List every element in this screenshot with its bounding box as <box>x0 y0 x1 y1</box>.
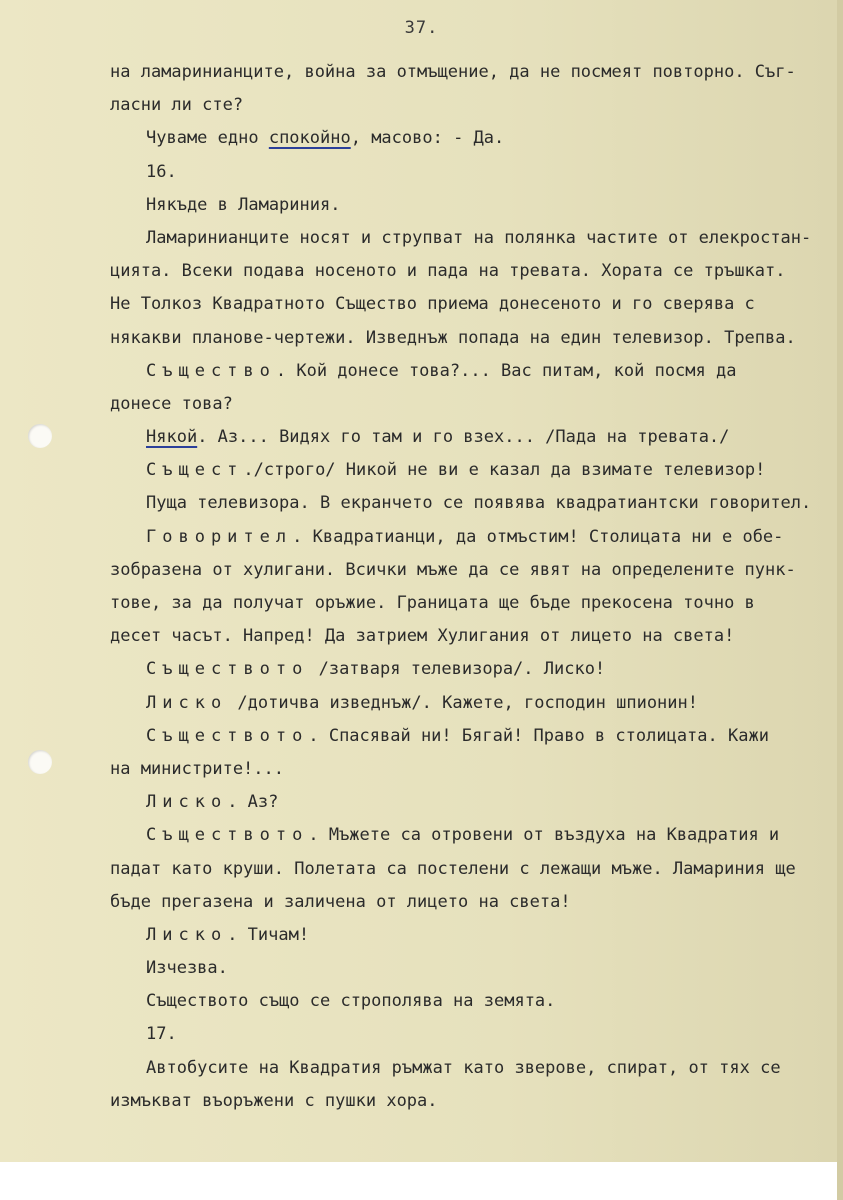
speaker-name: Съществото <box>146 825 309 846</box>
text-line: Някъде в Ламариния. <box>146 194 341 215</box>
text-line: измъкват въоръжени с пушки хора. <box>110 1090 438 1111</box>
text-segment: Чуваме едно <box>146 128 269 149</box>
text-line <box>110 919 830 952</box>
scene-number: 16. <box>146 161 177 182</box>
typed-text <box>110 56 830 1118</box>
text-segment: ./строго/ Никой не ви е казал да взимате телевизор! <box>243 460 766 481</box>
text-line: Изчезва. <box>146 958 228 979</box>
text-line <box>110 819 830 852</box>
text-line: тове, за да получат оръжие. Границата ще бъде прекосена точно в <box>110 593 755 613</box>
text-line: бъде прегазена и заличена от лицето на света! <box>110 891 571 912</box>
scene-number: 17. <box>146 1024 177 1045</box>
speaker-name: Лиско <box>146 792 228 813</box>
text-segment: . Кой донесе това?... Вас питам, кой посмя да <box>275 360 737 381</box>
text-line <box>110 454 830 487</box>
speaker-name: Съществото <box>146 725 309 746</box>
text-segment: /дотичва изведнъж/. Кажете, господин шпионин! <box>227 692 698 713</box>
text-segment: . Квадратианци, да отмъстим! Столицата ни е обе- <box>292 526 784 547</box>
text-line: Не Толкоз Квадратното Същество приема донесеното и го сверява с <box>110 294 755 315</box>
text-line <box>110 355 830 388</box>
text-line: падат като круши. Полетата са постелени с лежащи мъже. Ламариния ще <box>110 858 796 879</box>
text-segment: . Аз... Видях го там и го взех... /Пада на тревата./ <box>197 427 730 448</box>
page-bottom-margin <box>0 1162 837 1200</box>
page-number: 37. <box>404 18 439 38</box>
punch-hole-lower <box>28 750 52 774</box>
text-line: Съществото също се строполява на земята. <box>146 991 556 1012</box>
text-line <box>110 687 830 720</box>
text-line: зобразена от хулигани. Всички мъже да се явят на определените пунк- <box>110 559 796 580</box>
speaker-name: Някой <box>146 427 198 448</box>
text-line: Ламаринианците носят и струпват на полянка частите от елекростан- <box>146 227 812 248</box>
text-segment: /затваря телевизора/. Лиско! <box>308 659 606 680</box>
text-line <box>110 421 830 454</box>
speaker-name: Съществото <box>146 659 309 680</box>
underlined-word: спокойно <box>268 128 351 149</box>
text-segment: . Мъжете са отровени от въздуха на Квадратия и <box>308 825 780 846</box>
text-line: Пуща телевизора. В екранчето се появява квадратиантски говорител. <box>146 493 812 514</box>
text-line <box>110 122 830 155</box>
text-line: Автобусите на Квадратия ръмжат като зверове, спират, от тях се <box>146 1057 781 1078</box>
text-line <box>110 653 830 686</box>
text-line: някакви планове-чертежи. Изведнъж попада на един телевизор. Трепва. <box>110 327 796 348</box>
speaker-name: Същество <box>146 360 276 381</box>
text-segment: . Тичам! <box>227 924 310 945</box>
text-line: десет часът. Напред! Да затрием Хулигания от лицето на света! <box>110 626 735 647</box>
speaker-name: Лиско <box>146 924 228 945</box>
punch-hole-upper <box>28 424 52 448</box>
speaker-name: Говорител <box>146 526 293 547</box>
text-segment: . Аз? <box>227 792 279 813</box>
text-line: донесе това? <box>110 393 233 414</box>
text-line <box>110 720 830 753</box>
text-line <box>110 786 830 819</box>
text-line: цията. Всеки подава носеното и пада на тревата. Хората се тръшкат. <box>110 261 786 282</box>
text-segment: , масово: - Да. <box>350 128 505 149</box>
text-line: ласни ли сте? <box>110 95 244 116</box>
speaker-name: Лиско <box>146 692 228 713</box>
text-line: на министрите!... <box>110 758 284 779</box>
text-line <box>110 521 830 554</box>
text-segment: . Спасявай ни! Бягай! Право в столицата. Кажи <box>308 725 769 746</box>
text-line: на ламаринианците, война за отмъщение, да не посмеят повторно. Съг- <box>110 62 796 82</box>
speaker-name: Същест <box>146 460 244 481</box>
